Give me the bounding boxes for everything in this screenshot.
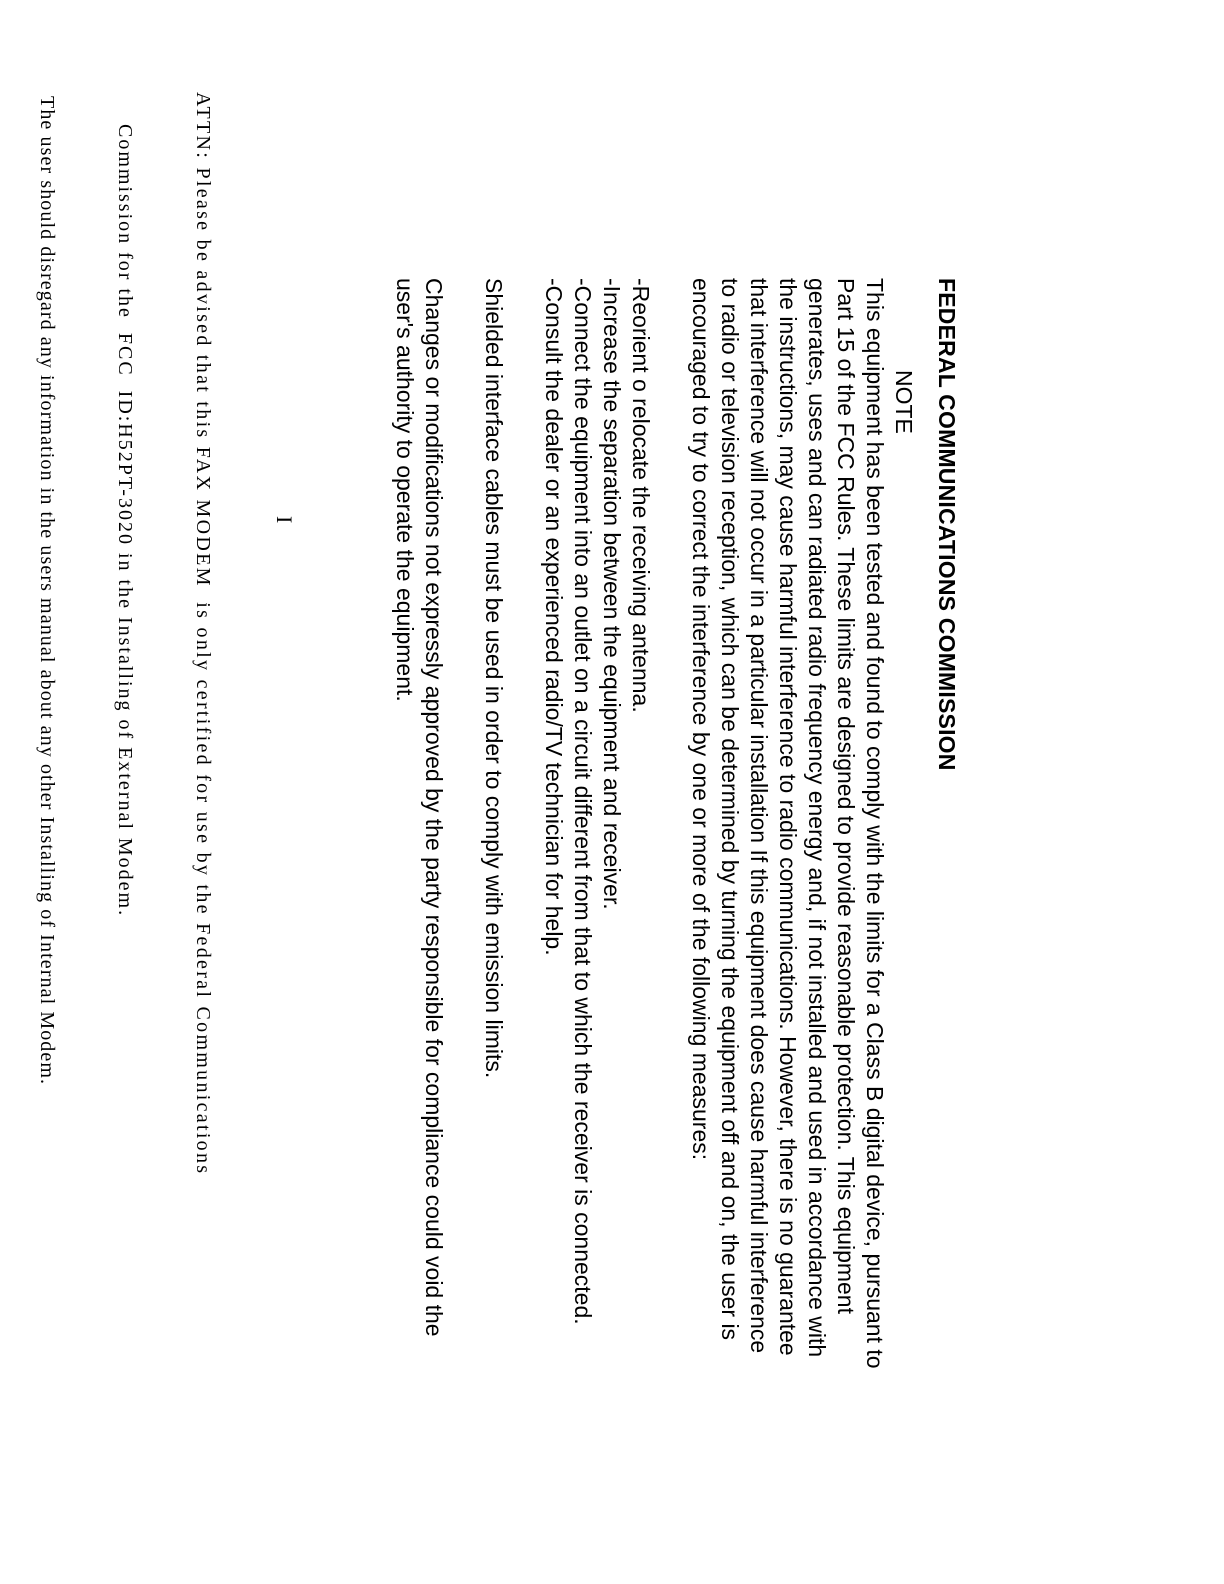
attn-line: The user should disregard any information in the users manual about any other Installing of Internal Modem. [36,96,58,1086]
list-item: -Consult the dealer or an experienced radio/TV technician for help. [541,278,567,956]
intro-paragraph: This equipment has been tested and found to comply with the limits for a Class B digital device, pursuant to Part 15 of the FCC Rules. These limits are designed to provide reasonable protection. This equipment generates, uses and can radiated radio frequency energy and, if not installed and used in accordance with the instructions, may cause harmful interference to radio communications. However, there is no guarantee that interference will not occur in a particular installation If this equipment does cause harmful interference to radio or television reception, which can be determined by turning the equipment off and on, the user is encouraged to try to correct the interference by one or more of the following measures: [688,278,888,1369]
page-number: I [272,516,297,524]
attn-line: ATTN: Please be advised that this FAX MODEM is only certified for use by the Federal Communications [192,92,214,1176]
shielded-cables-paragraph: Shielded interface cables must be used in order to comply with emission limits. [481,278,507,1079]
list-item: -Connect the equipment into an outlet on a circuit different from that to which the receiver is connected. [570,278,596,1325]
attn-notice [0,92,268,1492]
note-heading: NOTE [891,370,917,434]
changes-paragraph: Changes or modifications not expressly approved by the party responsible for compliance could void the user's authority to operate the equipment. [392,278,447,1337]
page-title: FEDERAL COMMUNICATIONS COMMISSION [934,278,960,771]
list-item: -Reorient o relocate the receiving antenna. [628,278,654,713]
list-item: -Increase the separation between the equipment and receiver. [599,278,625,910]
main-content [390,278,962,1378]
measures-list [539,278,655,1378]
attn-line: Commission for the FCC ID:H52PT-3020 in the Installing of External Modem. [114,124,136,918]
